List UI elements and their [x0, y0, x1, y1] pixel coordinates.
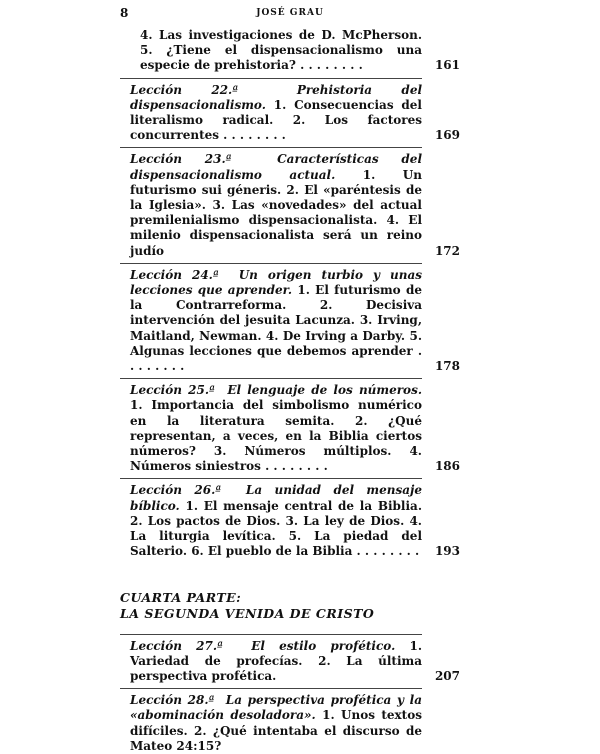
lesson-body: 1. El futurismo de la Contrarreforma. 2. Decisiva intervención del jesuita Lacunza. 3. Irving, Maitland, Newman. 4. De Irving a Darby. 5. Algunas lecciones que debemos aprender . . . . . . . . — [130, 283, 422, 374]
lesson-body: 1. Variedad de profecías. 2. La última perspectiva profética. — [130, 638, 422, 683]
page-number: 8 — [120, 6, 129, 20]
lesson-body: 1. Importancia del simbolismo numérico en la literatura semita. 2. ¿Qué representan, a veces, en la Biblia ciertos números? 3. Números múltiplos. 4. Números siniestros . . . . . . . . — [130, 398, 422, 474]
divider — [120, 634, 422, 635]
page-header — [120, 6, 460, 22]
continuation-text: 4. Las investigaciones de D. McPherson. 5. ¿Tiene el dispensacionalismo una especie de prehistoria? . . . . . . . . — [140, 28, 422, 73]
part-subtitle: LA SEGUNDA VENIDA DE CRISTO — [120, 605, 375, 621]
lesson-entry — [120, 483, 460, 559]
lesson-page: 193 — [434, 544, 460, 559]
divider — [120, 78, 422, 79]
lesson-label: Lección 28.ª — [130, 693, 215, 708]
lesson-title: El lenguaje de los números. — [227, 383, 422, 398]
lesson-title: Prehistoria del dispensacionalismo. — [130, 82, 423, 112]
lesson-label: Lección 26.ª — [130, 483, 222, 498]
lesson-title: El estilo profético. — [251, 638, 396, 653]
lesson-label: Lección 25.ª — [130, 383, 215, 398]
divider — [120, 263, 422, 264]
running-head: JOSÉ GRAU — [256, 8, 324, 18]
lesson-entry — [120, 152, 460, 258]
lesson-page: 178 — [434, 359, 460, 374]
lesson-title: Un origen turbio y unas lecciones que aprender. — [130, 267, 423, 298]
lesson-entry — [120, 639, 460, 685]
lesson-title: Características del dispensacionalismo actual. — [130, 152, 422, 182]
lesson-label: Lección 24.ª — [130, 267, 219, 282]
divider — [120, 688, 422, 689]
lesson-entry — [120, 383, 460, 474]
part-title: CUARTA PARTE: — [120, 589, 242, 605]
lesson-body: 1. El mensaje central de la Biblia. 2. Los pactos de Dios. 3. La ley de Dios. 4. La liturgia levítica. 5. La piedad del Salterio. 6. El pueblo de la Biblia . . . . . . . . — [130, 498, 422, 559]
divider — [120, 378, 422, 379]
lesson-body: 1. Consecuencias del literalismo radical. 2. Los factores concurrentes . . . . . . . . — [130, 97, 422, 143]
continuation-page: 161 — [434, 58, 460, 73]
lesson-body: 1. Unos textos difíciles. 2. ¿Qué intentaba el discurso de Mateo 24:15? — [130, 708, 422, 753]
lesson-entry — [120, 693, 460, 754]
table-of-contents — [120, 28, 460, 754]
lesson-page: 172 — [434, 243, 460, 258]
divider — [120, 478, 422, 479]
lesson-title: La perspectiva profética y la «abominación desoladora». — [130, 693, 423, 723]
divider — [120, 147, 422, 148]
lesson-entry — [120, 268, 460, 374]
lesson-page: 169 — [434, 128, 460, 143]
lesson-entry — [120, 83, 460, 144]
lesson-label: Lección 27.ª — [130, 638, 223, 653]
lesson-page: 186 — [434, 459, 460, 474]
lesson-body: 1. Un futurismo sui géneris. 2. El «paréntesis de la Iglesia». 3. Las «novedades» del actual premilenialismo dispensacionalista. 4. El milenio dispensacionalista será un reino judío — [130, 167, 422, 258]
part-heading — [120, 590, 460, 622]
lesson-label: Lección 22.ª — [130, 82, 239, 97]
lesson-label: Lección 23.ª — [130, 152, 232, 167]
lesson-page: 207 — [434, 668, 460, 683]
lesson-title: La unidad del mensaje bíblico. — [130, 483, 422, 513]
continuation-entry — [120, 28, 460, 74]
